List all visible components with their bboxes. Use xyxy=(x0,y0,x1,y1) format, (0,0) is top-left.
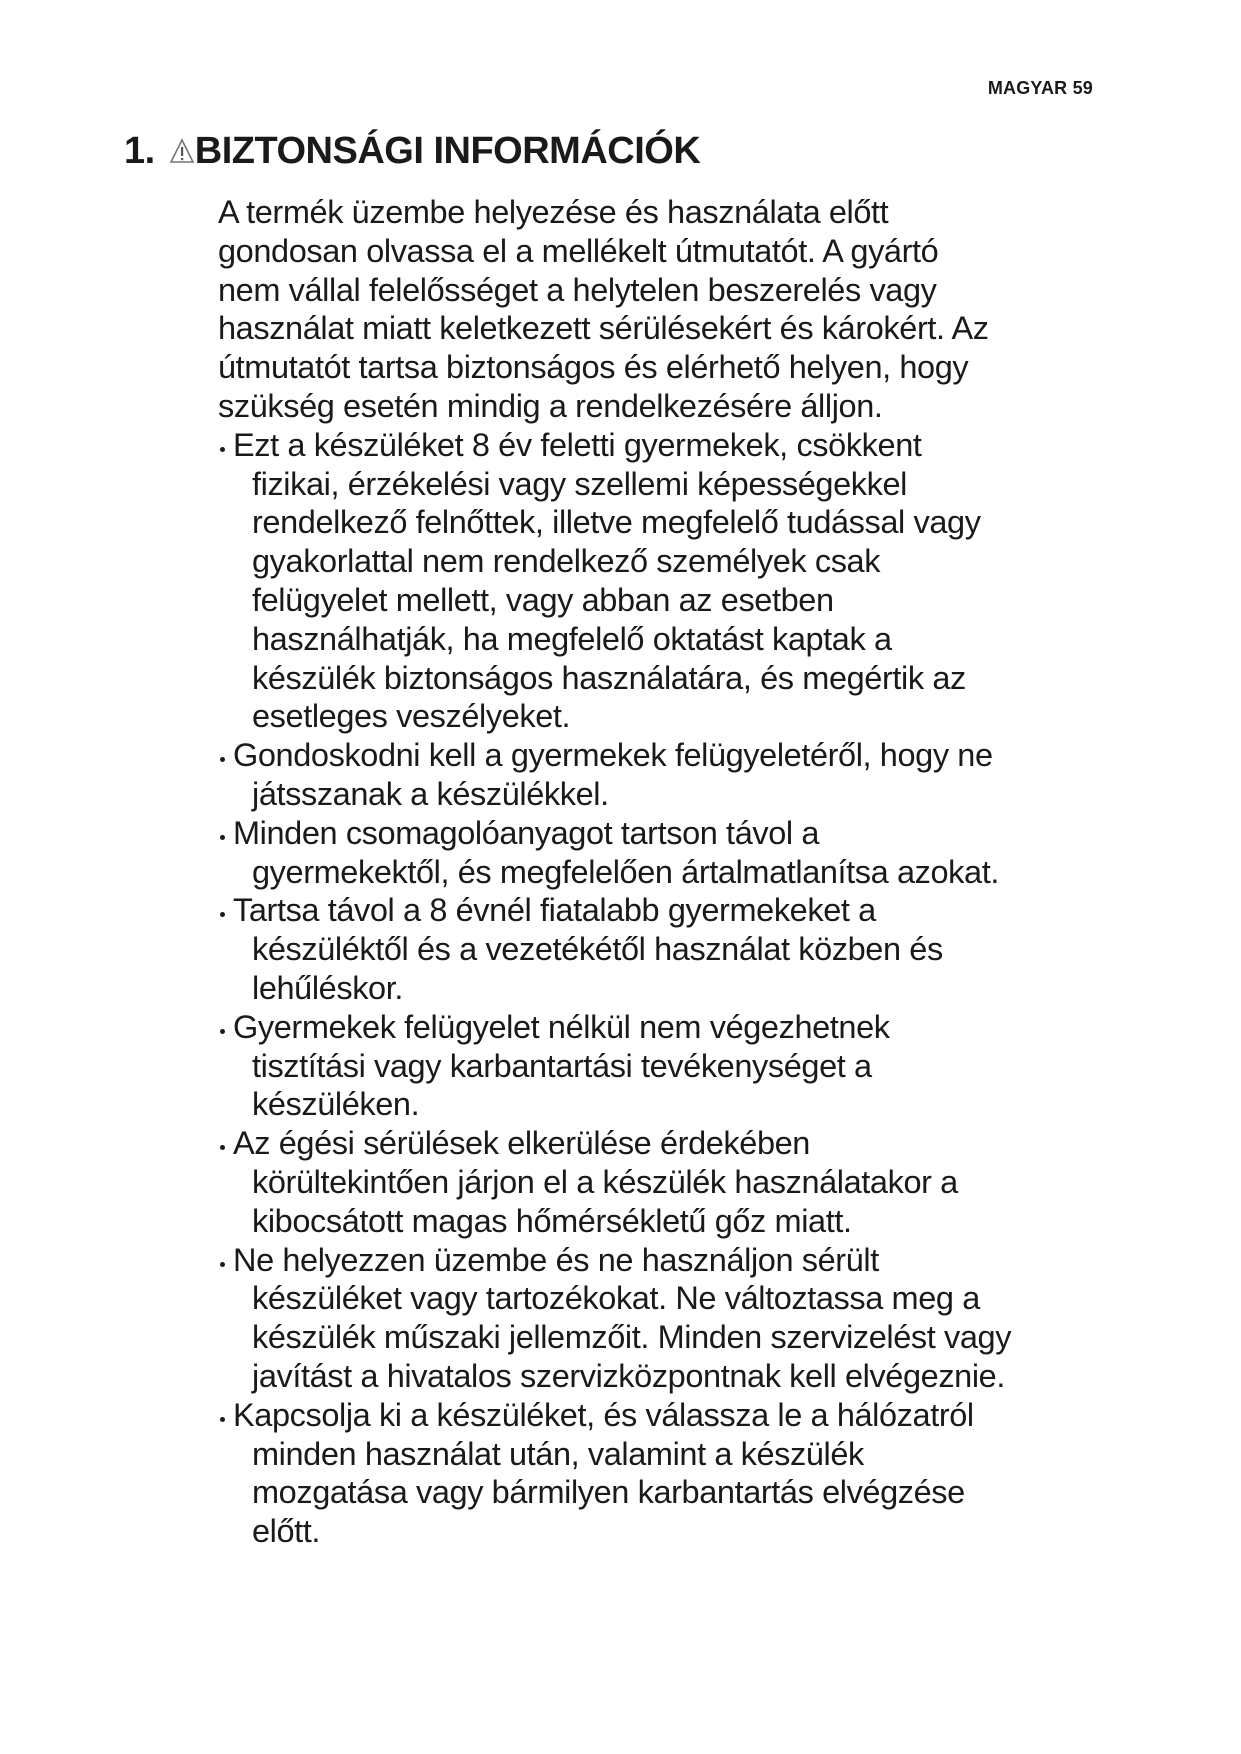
bullet-item xyxy=(218,426,1011,736)
bullet-line-first: Gondoskodni kell a gyermekek felügyeletéről, hogy ne xyxy=(233,736,1011,775)
bullet-line: előtt. xyxy=(252,1513,321,1550)
intro-line: nem vállal felelősséget a helytelen beszerelés vagy xyxy=(218,271,937,308)
safety-bullet-list xyxy=(218,426,1011,1551)
section-title: BIZTONSÁGI INFORMÁCIÓK xyxy=(194,130,701,172)
bullet-item xyxy=(218,1124,1011,1240)
intro-line: gondosan olvassa el a mellékelt útmutatót. A gyártó xyxy=(218,232,939,269)
bullet-line: gyakorlattal nem rendelkező személyek csak xyxy=(252,543,881,580)
bullet-line: készüléktől és a vezetékétől használat közben és xyxy=(252,931,943,968)
bullet-line-first: Tartsa távol a 8 évnél fiatalabb gyermekeket a xyxy=(233,891,1011,930)
section-body xyxy=(218,193,1011,1551)
intro-line: szükség esetén mindig a rendelkezésére álljon. xyxy=(218,387,883,424)
intro-line: használat miatt keletkezett sérülésekért és károkért. Az xyxy=(218,310,989,347)
bullet-line: minden használat után, valamint a készülék xyxy=(252,1435,864,1472)
bullet-line: esetleges veszélyeket. xyxy=(252,698,571,735)
section-number: 1. xyxy=(124,130,155,172)
intro-line: útmutatót tartsa biztonságos és elérhető helyen, hogy xyxy=(218,349,969,386)
bullet-line: tisztítási vagy karbantartási tevékenységet a xyxy=(252,1047,872,1084)
bullet-item xyxy=(218,1396,1011,1551)
bullet-line-first: Az égési sérülések elkerülése érdekében xyxy=(233,1124,1011,1163)
page-header: MAGYAR 59 xyxy=(987,78,1093,98)
bullet-item xyxy=(218,814,1011,892)
bullet-line: fizikai, érzékelési vagy szellemi képességekkel xyxy=(252,465,907,502)
bullet-line: javítást a hivatalos szervizközpontnak kell elvégeznie. xyxy=(252,1357,1005,1394)
bullet-line: felügyelet mellett, vagy abban az esetben xyxy=(252,581,834,618)
bullet-line: lehűléskor. xyxy=(252,969,403,1006)
bullet-line: készüléket vagy tartozékokat. Ne változtassa meg a xyxy=(252,1280,980,1317)
bullet-line: gyermekektől, és megfelelően ártalmatlanítsa azokat. xyxy=(252,853,999,890)
bullet-line-first: Gyermekek felügyelet nélkül nem végezhetnek xyxy=(233,1008,1011,1047)
bullet-item xyxy=(218,736,1011,814)
bullet-line: körültekintően járjon el a készülék használatakor a xyxy=(252,1163,958,1200)
bullet-line: készülék biztonságos használatára, és megértik az xyxy=(252,659,966,696)
bullet-line: kibocsátott magas hőmérsékletű gőz miatt. xyxy=(252,1202,852,1239)
bullet-line-first: Ezt a készüléket 8 év feletti gyermekek, csökkent xyxy=(233,426,1011,465)
intro-paragraph xyxy=(218,193,1011,426)
bullet-line: használhatják, ha megfelelő oktatást kaptak a xyxy=(252,620,892,657)
section-heading xyxy=(124,130,700,173)
bullet-line-first: Kapcsolja ki a készüléket, és válassza le a hálózatról xyxy=(233,1396,1011,1435)
bullet-line-first: Ne helyezzen üzembe és ne használjon sérült xyxy=(233,1241,1011,1280)
bullet-item xyxy=(218,891,1011,1007)
bullet-line-first: Minden csomagolóanyagot tartson távol a xyxy=(233,814,1011,853)
bullet-line: rendelkező felnőttek, illetve megfelelő tudással vagy xyxy=(252,504,981,541)
bullet-line: mozgatása vagy bármilyen karbantartás elvégzése xyxy=(252,1474,965,1511)
bullet-line: készüléken. xyxy=(252,1086,420,1123)
warning-triangle-icon xyxy=(169,132,195,160)
intro-line: A termék üzembe helyezése és használata előtt xyxy=(218,194,889,230)
bullet-line: játsszanak a készülékkel. xyxy=(252,775,609,812)
bullet-line: készülék műszaki jellemzőit. Minden szervizelést vagy xyxy=(252,1319,1012,1356)
bullet-item xyxy=(218,1241,1011,1396)
bullet-item xyxy=(218,1008,1011,1124)
